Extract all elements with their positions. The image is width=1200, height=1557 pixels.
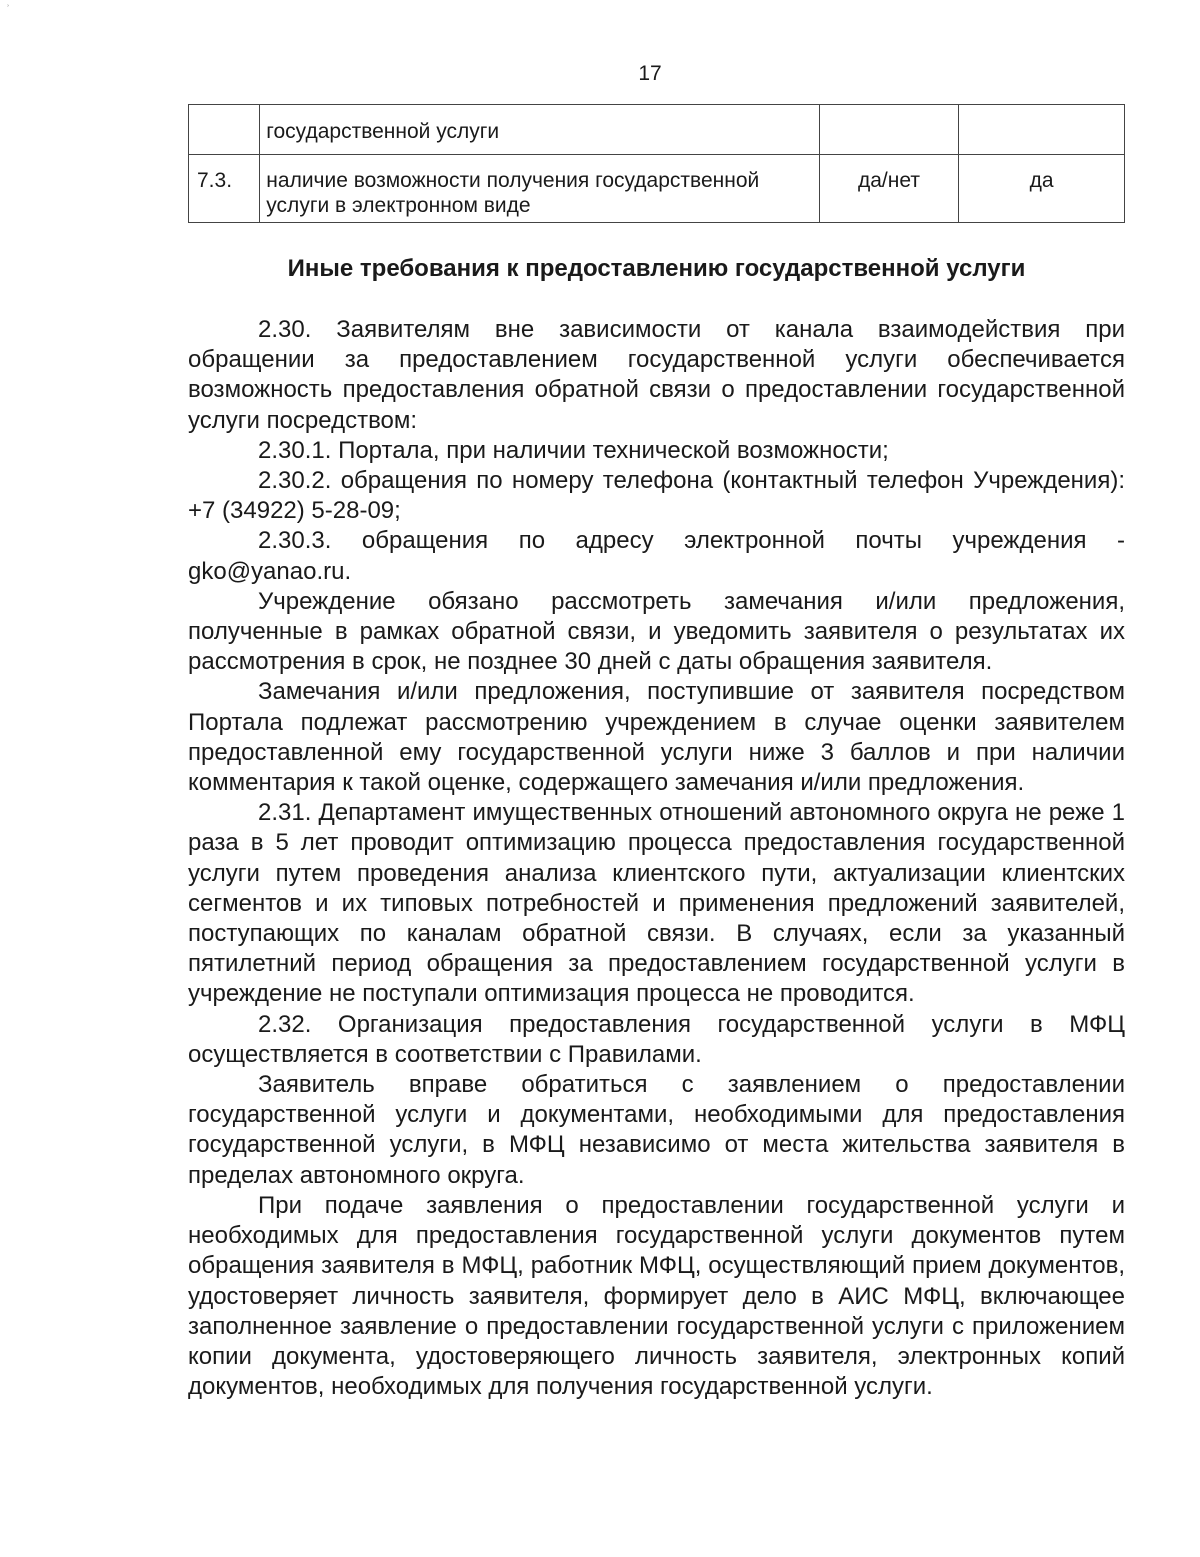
unit-cell: да/нет [819,155,959,223]
paragraph: Учреждение обязано рассмотреть замечания и/или предложения, полученные в рамках обратной связи, и уведомить заявителя о результатах их рассмотрения в срок, не позднее 30 дней с даты обращения заявителя. [188,587,1125,676]
paragraph: 2.31. Департамент имущественных отношений автономного округа не реже 1 раза в 5 лет проводит оптимизацию процесса предоставления государственной услуги путем проведения анализа клиентского пути, актуализации клиентских сегментов и их типовых потребностей и применения предложений заявителей, поступающих по каналам обратной связи. В случаях, если за указанный пятилетний период обращения за предоставлением государственной услуги в учреждение не поступали оптимизация процесса не проводится. [188,799,1125,1008]
scan-artifact: ʾ [6,2,10,16]
row-number-cell [189,105,260,155]
paragraph: При подаче заявления о предоставлении государственной услуги и необходимых для предоставления государственной услуги документов путем обращения заявителя в МФЦ, работник МФЦ, осуществляющий прием документов, удостоверяет личность заявителя, формирует дело в АИС МФЦ, включающее заполненное заявление о предоставлении государственной услуги с приложением копии документа, удостоверяющего личность заявителя, электронных копий документов, необходимых для получения государственной услуги. [188,1191,1125,1401]
paragraph: 2.30.3. обращения по адресу электронной почты учреждения - gko@yanao.ru. [188,527,1125,585]
requirements-table [188,104,1125,223]
section-heading: Иные требования к предоставлению государственной услуги [287,255,1026,282]
indicator-name-cell: государственной услуги [260,105,819,155]
document-body [188,315,1125,1402]
paragraph: Замечания и/или предложения, поступившие от заявителя посредством Портала подлежат рассмотрению учреждением в случае оценки заявителем предоставленной ему государственной услуги ниже 3 баллов и при наличии комментария к такой оценке, содержащего замечания и/или предложения. [188,678,1125,797]
table-row [189,105,1125,155]
paragraph: Заявитель вправе обратиться с заявлением о предоставлении государственной услуги и документами, необходимыми для предоставления государственной услуги, в МФЦ независимо от места жительства заявителя в пределах автономного округа. [188,1071,1125,1189]
row-number-cell: 7.3. [189,155,260,223]
page-number: 17 [638,62,662,85]
table-row [189,155,1125,223]
paragraph: 2.30.2. обращения по номеру телефона (контактный телефон Учреждения): +7 (34922) 5-28-09; [188,467,1125,525]
paragraph: 2.32. Организация предоставления государственной услуги в МФЦ осуществляется в соответствии с Правилами. [188,1010,1125,1068]
unit-cell [819,105,959,155]
value-cell [959,105,1125,155]
indicator-name-cell: наличие возможности получения государственной услуги в электронном виде [260,155,819,223]
paragraph: 2.30. Заявителям вне зависимости от канала взаимодействия при обращении за предоставлением государственной услуги обеспечивается возможность предоставления обратной связи о предоставлении государственной услуги посредством: [188,316,1125,434]
paragraph: 2.30.1. Портала, при наличии технической возможности; [258,436,889,464]
value-cell: да [959,155,1125,223]
